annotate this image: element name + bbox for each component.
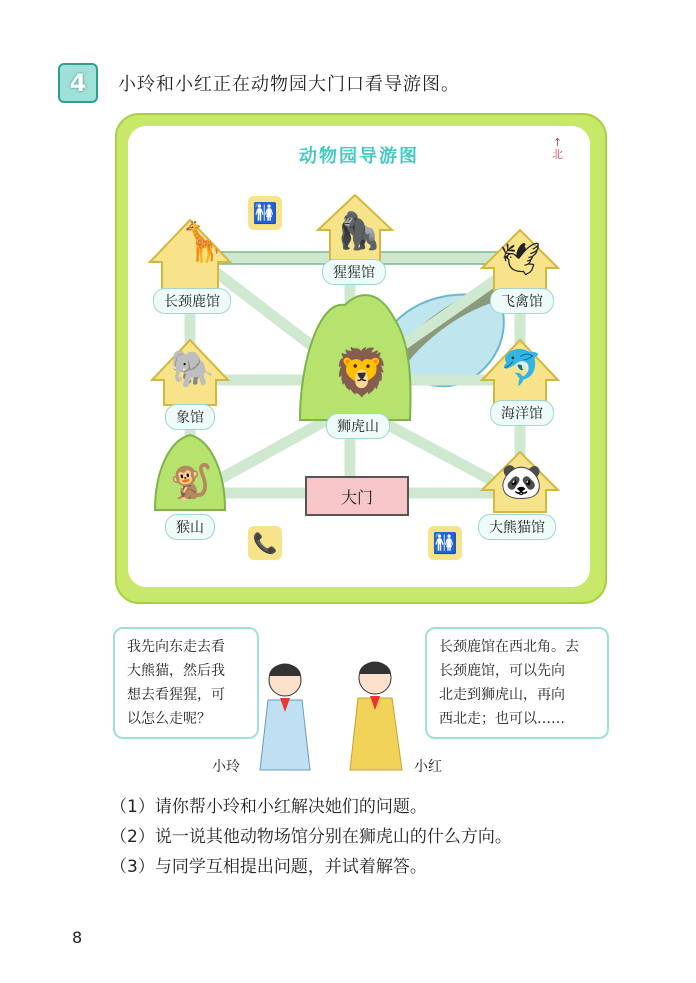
monkey-hill-label: 猴山	[165, 514, 215, 540]
giraffe-icon: 🦒	[178, 220, 226, 264]
restroom-icon: 🚻	[248, 196, 282, 230]
lion-tiger-hill-label: 狮虎山	[326, 413, 390, 439]
question-item: （1）请你帮小玲和小红解决她们的问题。	[110, 797, 427, 817]
restroom-icon-2: 🚻	[428, 526, 462, 560]
bubble-line: 长颈鹿馆，可以先向	[439, 663, 565, 679]
gorilla-house-label: 猩猩馆	[322, 259, 386, 285]
telephone-icon: 📞	[248, 526, 282, 560]
xiaohong-speech-bubble	[425, 627, 609, 739]
ocean-house-label: 海洋馆	[490, 400, 554, 426]
xiaoling-name: 小玲	[212, 759, 240, 775]
panda-icon: 🐼	[500, 462, 543, 502]
lion-icon: 🦁	[333, 345, 391, 399]
question-item: （3）与同学互相提出问题，并试着解答。	[110, 857, 427, 877]
gorilla-icon: 🦍	[336, 211, 381, 252]
north-compass-icon: ↑ 北	[552, 136, 563, 161]
map-title: 动物园导游图	[299, 146, 419, 167]
giraffe-house-label: 长颈鹿馆	[153, 288, 231, 314]
compass-north-label: 北	[552, 148, 563, 161]
question-item: （2）说一说其他动物场馆分别在狮虎山的什么方向。	[110, 827, 512, 847]
bubble-line: 长颈鹿馆在西北角。去	[439, 639, 579, 655]
bubble-line: 我先向东走去看	[127, 639, 225, 655]
xiaoling-figure	[260, 664, 310, 770]
elephant-house-label: 象馆	[165, 404, 215, 430]
xiaohong-name: 小红	[414, 759, 442, 775]
problem-intro: 小玲和小红正在动物园大门口看导游图。	[118, 74, 460, 95]
crane-bird-icon: 🕊	[500, 240, 541, 278]
xiaoling-speech-bubble	[113, 627, 259, 739]
dolphin-icon: 🐬	[500, 348, 543, 388]
elephant-icon: 🐘	[170, 349, 215, 390]
bubble-line: 以怎么走呢？	[127, 711, 211, 727]
bubble-line: 北走到狮虎山，再向	[439, 687, 565, 703]
page-number: 8	[72, 928, 83, 947]
bubble-line: 西北走；也可以……	[439, 711, 565, 727]
xiaohong-figure	[350, 662, 402, 770]
monkey-icon: 🐒	[170, 462, 213, 502]
problem-number-badge: 4	[58, 63, 98, 103]
girls-illustration	[250, 650, 420, 775]
bubble-line: 想去看猩猩，可	[127, 687, 225, 703]
question-list	[110, 792, 512, 882]
main-gate: 大门	[305, 476, 409, 516]
bird-house-label: 飞禽馆	[490, 288, 554, 314]
bubble-line: 大熊猫，然后我	[127, 663, 225, 679]
panda-house-label: 大熊猫馆	[478, 514, 556, 540]
